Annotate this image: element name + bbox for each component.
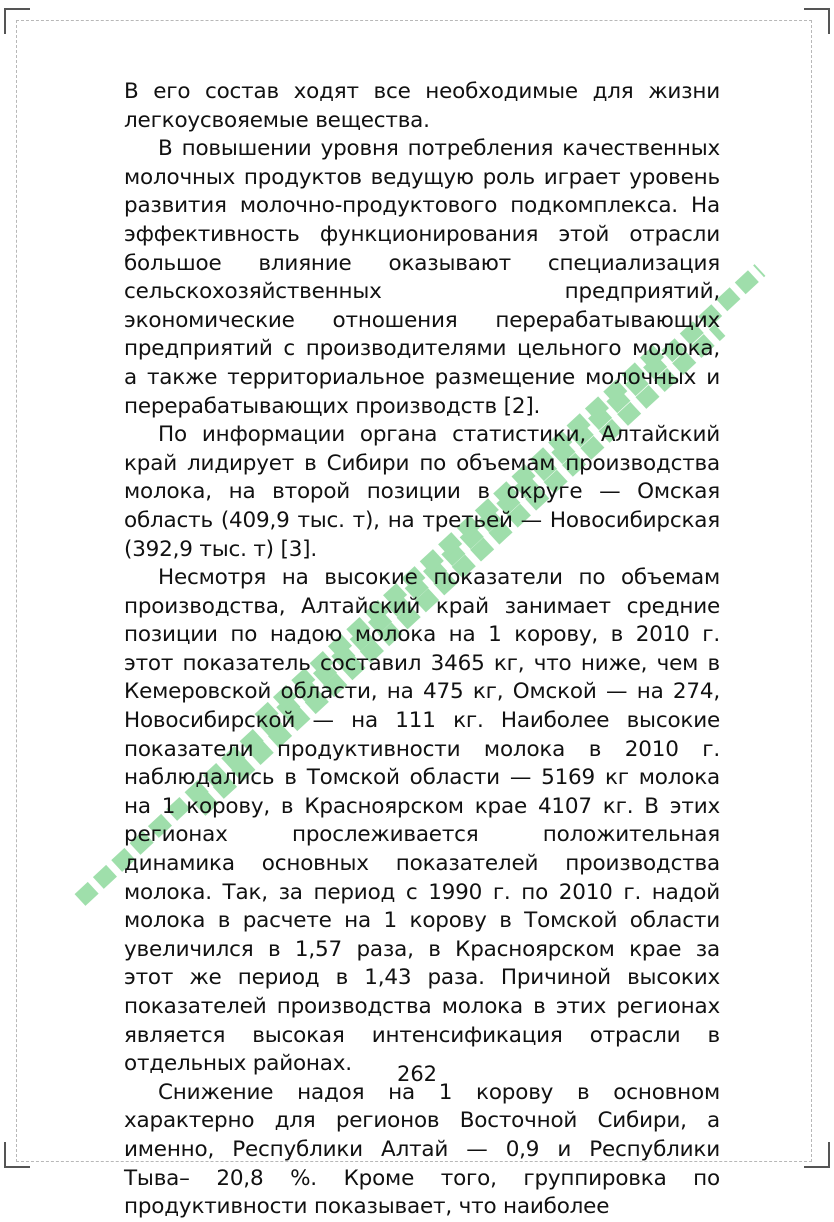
- crop-mark-bottom-right: [804, 1142, 830, 1168]
- paragraph-2: В повышении уровня потребления качественных молочных продуктов ведущую роль играет уровень развития молочно-продуктового подкомплекса. На эффективность функционирования этой отрасли большое влияние оказывают специализация сельскохозяйственных предприятий, экономические отношения перерабатывающих предприятий с производителями цельного молока, а также территориальное размещение молочных и перерабатывающих производств [2].: [124, 136, 720, 419]
- crop-mark-top-right: [804, 8, 830, 34]
- crop-mark-top-left: [4, 8, 30, 34]
- paragraph-3: По информации органа статистики, Алтайский край лидирует в Сибири по объемам производства молока, на второй позиции в округе — Омская область (409,9 тыс. т), на третьей — Новосибирская (392,9 тыс. т) [3].: [124, 422, 720, 562]
- paragraph-1: В его состав ходят все необходимые для жизни легкоусвояемые вещества.: [124, 79, 720, 133]
- page-number: 262: [396, 1062, 438, 1086]
- paragraph-5: Снижение надоя на 1 корову в основном характерно для регионов Восточной Сибири, а именно, Республики Алтай — 0,9 и Республики Тыва– 20,8 %. Кроме того, группировка по продуктивности показывает, что наиболее: [124, 1079, 720, 1220]
- crop-mark-bottom-left: [4, 1142, 30, 1168]
- body-text: [124, 78, 720, 1222]
- paragraph-4: Несмотря на высокие показатели по объемам производства, Алтайский край занимает средние позиции по надою молока на 1 корову, в 2010 г. этот показатель составил 3465 кг, что ниже, чем в Кемеровской области, на 475 кг, Омской — на 274, Новосибирской — на 111 кг. Наиболее высокие показатели продуктивности молока в 2010 г. наблюдались в Томской области — 5169 кг молока на 1 корову, в Красноярском крае 4107 кг. В этих регионах прослеживается положительная динамика основных показателей производства молока. Так, за период с 1990 г. по 2010 г. надой молока в расчете на 1 корову в Томской области увеличился в 1,57 раза, в Красноярском крае за этот же период в 1,43 раза. Причиной высоких показателей производства молока в этих регионах является высокая интенсификация отрасли в отдельных районах.: [124, 565, 720, 1077]
